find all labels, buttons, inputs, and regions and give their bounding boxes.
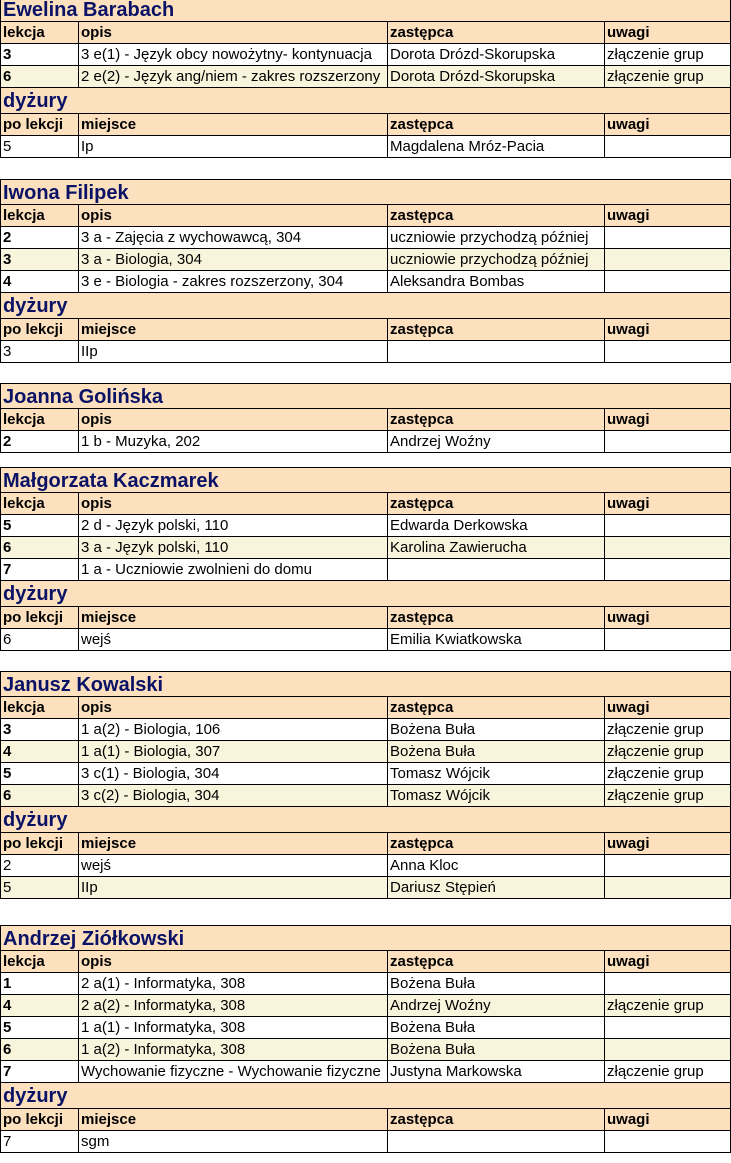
substitute-cell (388, 559, 605, 580)
notes-cell: złączenie grup (607, 46, 704, 63)
description-cell: 3 a - Język polski, 110 (79, 537, 388, 558)
duties-header-row (0, 114, 731, 136)
description-cell: 1 a(1) - Informatyka, 308 (79, 1017, 388, 1038)
notes-cell: złączenie grup (607, 68, 704, 85)
substitute-cell: Andrzej Woźny (388, 995, 605, 1016)
notes-cell (605, 136, 730, 157)
column-header-lekcja: lekcja (1, 409, 79, 430)
column-header-zastepca: zastępca (388, 697, 605, 718)
lesson-row (0, 1061, 731, 1083)
lesson-row (0, 741, 731, 763)
description-cell: IIp (79, 341, 388, 362)
duty-row (0, 855, 731, 877)
description-cell: 2 a(2) - Informatyka, 308 (79, 995, 388, 1016)
substitute-cell: Emilia Kwiatkowska (388, 629, 605, 650)
column-header-uwagi: uwagi (607, 953, 650, 970)
substitute-cell: Bożena Buła (388, 973, 605, 994)
duty-row (0, 629, 731, 651)
description-cell: 3 a - Biologia, 304 (79, 249, 388, 270)
lesson-cell: 1 (1, 973, 79, 994)
description-cell: Wychowanie fizyczne - Wychowanie fizyczne (79, 1061, 388, 1082)
column-header-opis: opis (79, 409, 388, 430)
lesson-row (0, 227, 731, 249)
substitute-cell: uczniowie przychodzą później (388, 227, 605, 248)
column-header-lekcja: lekcja (1, 951, 79, 972)
column-header-uwagi: uwagi (607, 609, 650, 626)
notes-cell (605, 227, 730, 248)
lesson-row (0, 719, 731, 741)
description-cell: 1 a(1) - Biologia, 307 (79, 741, 388, 762)
column-header-uwagi: uwagi (607, 1111, 650, 1128)
lesson-cell: 7 (1, 1061, 79, 1082)
teacher-name: Janusz Kowalski (0, 671, 731, 697)
description-cell: wejś (79, 855, 388, 876)
column-header-miejsce: miejsce (79, 833, 388, 854)
teacher-name: Ewelina Barabach (0, 0, 731, 22)
lesson-row (0, 431, 731, 453)
column-header-zastepca: zastępca (388, 1109, 605, 1130)
lesson-cell: 5 (1, 136, 79, 157)
substitute-cell: Anna Kloc (388, 855, 605, 876)
description-cell: 3 e(1) - Język obcy nowożytny- kontynuacja (79, 44, 388, 65)
column-header-lekcja: lekcja (1, 493, 79, 514)
column-header-zastepca: zastępca (388, 22, 605, 43)
lesson-cell: 2 (1, 227, 79, 248)
lesson-cell: 2 (1, 431, 79, 452)
description-cell: 3 a - Zajęcia z wychowawcą, 304 (79, 227, 388, 248)
notes-cell: złączenie grup (607, 1063, 704, 1080)
description-cell: Ip (79, 136, 388, 157)
lessons-header-row (0, 493, 731, 515)
teacher-name: Małgorzata Kaczmarek (0, 467, 731, 493)
lesson-cell: 3 (1, 719, 79, 740)
column-header-opis: opis (79, 493, 388, 514)
lesson-row (0, 785, 731, 807)
substitute-cell: Magdalena Mróz-Pacia (388, 136, 605, 157)
column-header-zastepca: zastępca (388, 205, 605, 226)
substitute-cell: Andrzej Woźny (388, 431, 605, 452)
substitute-cell: Dorota Drózd-Skorupska (388, 66, 605, 87)
duties-title: dyżury (0, 293, 731, 319)
lesson-row (0, 44, 731, 66)
column-header-lekcja: lekcja (1, 697, 79, 718)
notes-cell (605, 1131, 730, 1152)
duties-header-row (0, 319, 731, 341)
lesson-cell: 3 (1, 249, 79, 270)
duties-title: dyżury (0, 807, 731, 833)
substitute-cell: Edwarda Derkowska (388, 515, 605, 536)
column-header-po-lekcji: po lekcji (1, 1109, 79, 1130)
description-cell: 3 e - Biologia - zakres rozszerzony, 304 (79, 271, 388, 292)
description-cell: 1 a(2) - Biologia, 106 (79, 719, 388, 740)
column-header-uwagi: uwagi (607, 495, 650, 512)
description-cell: 1 a(2) - Informatyka, 308 (79, 1039, 388, 1060)
substitute-cell: Tomasz Wójcik (388, 785, 605, 806)
column-header-lekcja: lekcja (1, 205, 79, 226)
lesson-row (0, 559, 731, 581)
notes-cell: złączenie grup (607, 787, 704, 804)
description-cell: 1 b - Muzyka, 202 (79, 431, 388, 452)
lesson-row (0, 271, 731, 293)
teacher-name: Iwona Filipek (0, 179, 731, 205)
lessons-header-row (0, 697, 731, 719)
lesson-cell: 2 (1, 855, 79, 876)
substitute-cell: uczniowie przychodzą później (388, 249, 605, 270)
duty-row (0, 1131, 731, 1153)
lesson-cell: 6 (1, 785, 79, 806)
substitute-cell: Tomasz Wójcik (388, 763, 605, 784)
column-header-po-lekcji: po lekcji (1, 833, 79, 854)
column-header-po-lekcji: po lekcji (1, 319, 79, 340)
lesson-cell: 6 (1, 1039, 79, 1060)
lesson-cell: 5 (1, 763, 79, 784)
lessons-header-row (0, 409, 731, 431)
notes-cell (605, 559, 730, 580)
lesson-cell: 4 (1, 271, 79, 292)
duty-row (0, 877, 731, 899)
column-header-uwagi: uwagi (607, 24, 650, 41)
column-header-uwagi: uwagi (607, 699, 650, 716)
duties-title: dyżury (0, 581, 731, 607)
notes-cell (605, 1039, 730, 1060)
duties-title: dyżury (0, 88, 731, 114)
column-header-zastepca: zastępca (388, 409, 605, 430)
substitute-cell (388, 1131, 605, 1152)
notes-cell (605, 341, 730, 362)
lesson-cell: 3 (1, 341, 79, 362)
lesson-row (0, 537, 731, 559)
column-header-uwagi: uwagi (607, 207, 650, 224)
duties-title: dyżury (0, 1083, 731, 1109)
notes-cell (605, 1017, 730, 1038)
lesson-cell: 6 (1, 537, 79, 558)
column-header-lekcja: lekcja (1, 22, 79, 43)
teacher-name: Joanna Golińska (0, 383, 731, 409)
lessons-header-row (0, 951, 731, 973)
notes-cell (605, 877, 730, 898)
substitute-cell: Bożena Buła (388, 741, 605, 762)
lesson-row (0, 1017, 731, 1039)
duty-row (0, 341, 731, 363)
column-header-miejsce: miejsce (79, 114, 388, 135)
teacher-name: Andrzej Ziółkowski (0, 925, 731, 951)
duties-header-row (0, 607, 731, 629)
column-header-opis: opis (79, 205, 388, 226)
substitute-cell: Dorota Drózd-Skorupska (388, 44, 605, 65)
description-cell: 2 e(2) - Język ang/niem - zakres rozszerzony (79, 66, 388, 87)
description-cell: wejś (79, 629, 388, 650)
column-header-opis: opis (79, 697, 388, 718)
notes-cell: złączenie grup (607, 743, 704, 760)
column-header-zastepca: zastępca (388, 951, 605, 972)
lesson-row (0, 1039, 731, 1061)
column-header-po-lekcji: po lekcji (1, 607, 79, 628)
column-header-opis: opis (79, 951, 388, 972)
substitute-cell: Bożena Buła (388, 719, 605, 740)
column-header-zastepca: zastępca (388, 607, 605, 628)
notes-cell: złączenie grup (607, 997, 704, 1014)
notes-cell (605, 249, 730, 270)
substitute-cell: Bożena Buła (388, 1039, 605, 1060)
lessons-header-row (0, 205, 731, 227)
lesson-cell: 6 (1, 66, 79, 87)
notes-cell (605, 431, 730, 452)
column-header-uwagi: uwagi (607, 835, 650, 852)
substitute-cell: Dariusz Stępień (388, 877, 605, 898)
lesson-row (0, 995, 731, 1017)
lesson-cell: 4 (1, 995, 79, 1016)
column-header-opis: opis (79, 22, 388, 43)
lesson-row (0, 515, 731, 537)
column-header-zastepca: zastępca (388, 114, 605, 135)
substitute-cell: Justyna Markowska (388, 1061, 605, 1082)
notes-cell: złączenie grup (607, 765, 704, 782)
lesson-cell: 5 (1, 877, 79, 898)
notes-cell (605, 973, 730, 994)
duties-header-row (0, 1109, 731, 1131)
description-cell: 2 d - Język polski, 110 (79, 515, 388, 536)
lesson-cell: 3 (1, 44, 79, 65)
column-header-zastepca: zastępca (388, 833, 605, 854)
notes-cell (605, 629, 730, 650)
column-header-miejsce: miejsce (79, 319, 388, 340)
column-header-miejsce: miejsce (79, 607, 388, 628)
column-header-miejsce: miejsce (79, 1109, 388, 1130)
notes-cell (605, 515, 730, 536)
lesson-cell: 7 (1, 559, 79, 580)
description-cell: 2 a(1) - Informatyka, 308 (79, 973, 388, 994)
notes-cell (605, 855, 730, 876)
column-header-uwagi: uwagi (607, 321, 650, 338)
lesson-row (0, 66, 731, 88)
description-cell: sgm (79, 1131, 388, 1152)
lesson-cell: 6 (1, 629, 79, 650)
substitute-cell: Bożena Buła (388, 1017, 605, 1038)
description-cell: 3 c(1) - Biologia, 304 (79, 763, 388, 784)
substitute-cell: Karolina Zawierucha (388, 537, 605, 558)
column-header-uwagi: uwagi (607, 116, 650, 133)
lesson-row (0, 763, 731, 785)
substitute-cell (388, 341, 605, 362)
description-cell: IIp (79, 877, 388, 898)
lesson-cell: 7 (1, 1131, 79, 1152)
duty-row (0, 136, 731, 158)
substitute-cell: Aleksandra Bombas (388, 271, 605, 292)
notes-cell (605, 271, 730, 292)
duties-header-row (0, 833, 731, 855)
lesson-row (0, 973, 731, 995)
column-header-po-lekcji: po lekcji (1, 114, 79, 135)
lesson-cell: 5 (1, 1017, 79, 1038)
lesson-row (0, 249, 731, 271)
notes-cell: złączenie grup (607, 721, 704, 738)
description-cell: 1 a - Uczniowie zwolnieni do domu (79, 559, 388, 580)
lesson-cell: 5 (1, 515, 79, 536)
column-header-zastepca: zastępca (388, 493, 605, 514)
column-header-zastepca: zastępca (388, 319, 605, 340)
description-cell: 3 c(2) - Biologia, 304 (79, 785, 388, 806)
column-header-uwagi: uwagi (607, 411, 650, 428)
notes-cell (605, 537, 730, 558)
lessons-header-row (0, 22, 731, 44)
lesson-cell: 4 (1, 741, 79, 762)
